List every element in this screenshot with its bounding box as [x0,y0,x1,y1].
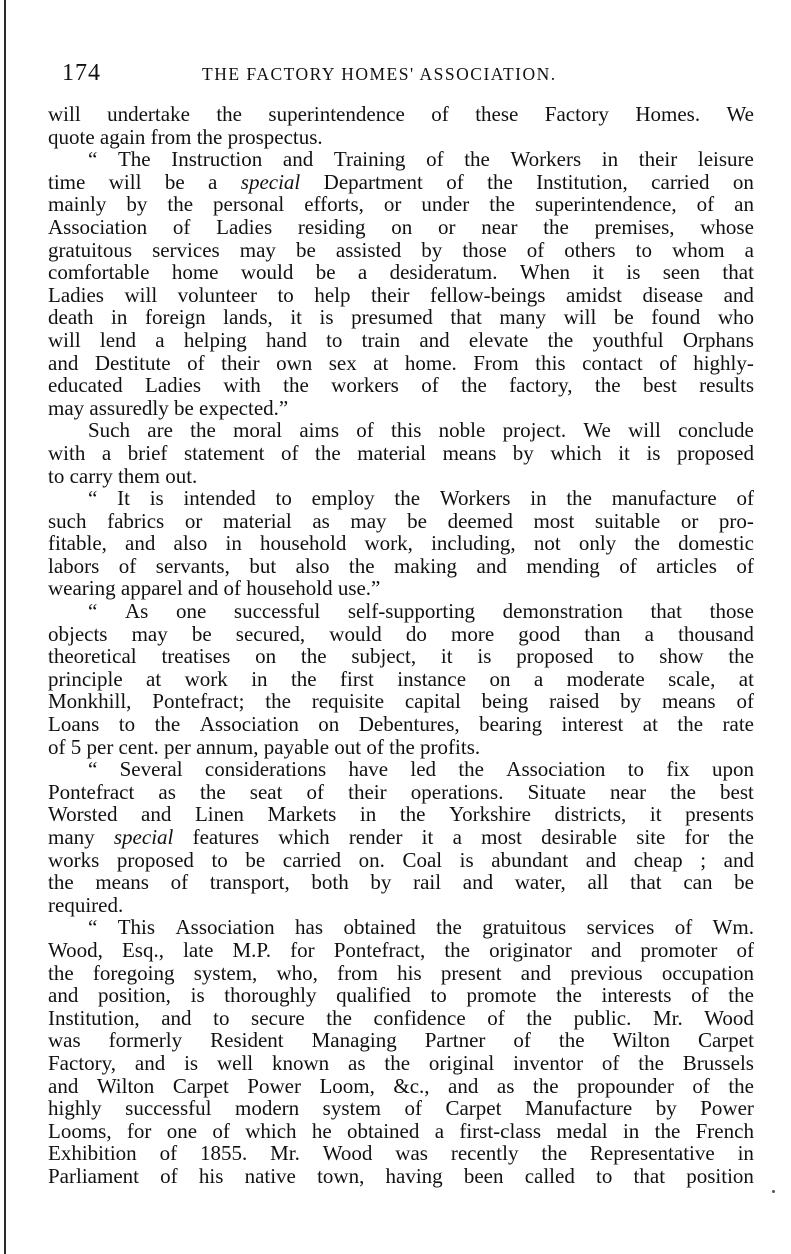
running-head: THE FACTORY HOMES' ASSOCIATION. [202,64,557,84]
text-line: theoretical treatises on the subject, it is proposed to show the [48,644,754,669]
text-line: “ Several considerations have led the Association to fix upon [88,757,754,782]
text-line: comfortable home would be a desideratum. When it is seen that [48,260,754,285]
text-line: “ As one successful self-supporting demonstration that those [88,599,754,624]
text-line: labors of servants, but also the making and mending of articles of [48,553,754,578]
print-speck [772,1190,775,1193]
text-line: Worsted and Linen Markets in the Yorkshire districts, it presents [48,802,754,827]
text-line: Institution, and to secure the confidence of the public. Mr. Wood [48,1005,754,1030]
text-line: with a brief statement of the material means by which it is proposed [48,440,754,465]
text-line: wearing apparel and of household use.” [48,576,381,601]
text-line: Factory, and is well known as the original inventor of the Brussels [48,1050,754,1075]
page-header [62,58,762,88]
text-line: will undertake the superintendence of these Factory Homes. We [48,102,754,126]
text-line: Loans to the Association on Debentures, bearing interest at the rate [48,712,754,737]
text-line: objects may be secured, would do more good than a thousand [48,621,754,646]
text-line: gratuitous services may be assisted by those of others to whom a [48,237,754,262]
text-line: Parliament of his native town, having been called to that position [48,1163,754,1188]
text-line: the foregoing system, who, from his present and previous occupation [48,960,754,985]
text-line: “ This Association has obtained the gratuitous services of Wm. [88,915,754,940]
text-line: will lend a helping hand to train and elevate the youthful Orphans [48,327,754,352]
text-line: quote again from the prospectus. [48,124,323,149]
text-line: of 5 per cent. per annum, payable out of the profits. [48,734,481,759]
text-line: such fabrics or material as may be deemed most suitable or pro- [48,508,754,533]
text-line: Such are the moral aims of this noble project. We will conclude [88,418,754,443]
text-line: and position, is thoroughly qualified to promote the interests of the [48,983,754,1008]
text-line: fitable, and also in household work, including, not only the domestic [48,531,754,556]
text-line: time will be a special Department of the Institution, carried on [48,169,754,194]
text-line: Wood, Esq., late M.P. for Pontefract, the originator and promoter of [48,937,754,962]
text-line: “ The Instruction and Training of the Workers in their leisure [88,147,754,172]
text-line: Ladies will volunteer to help their fellow-beings amidst disease and [48,282,754,307]
page-number: 174 [62,60,101,86]
text-line: to carry them out. [48,463,198,488]
text-line: Monkhill, Pontefract; the requisite capital being raised by means of [48,689,754,714]
text-line: Looms, for one of which he obtained a first-class medal in the French [48,1118,754,1143]
text-line: the means of transport, both by rail and water, all that can be [48,870,754,895]
text-line: educated Ladies with the workers of the factory, the best results [48,373,754,398]
text-line: death in foreign lands, it is presumed that many will be found who [48,305,754,330]
text-line: works proposed to be carried on. Coal is abundant and cheap ; and [48,847,754,872]
text-line: principle at work in the first instance on a moderate scale, at [48,666,754,691]
text-line: highly successful modern system of Carpet Manufacture by Power [48,1096,754,1121]
page-edge-rule [4,0,6,1254]
text-line: many special features which render it a most desirable site for the [48,825,754,849]
text-line: required. [48,892,124,917]
text-line: Association of Ladies residing on or near the premises, whose [48,214,754,239]
text-line: mainly by the personal efforts, or under the superintendence, of an [48,192,754,217]
body-text [48,103,754,1188]
text-line: may assuredly be expected.” [48,395,289,420]
text-line: was formerly Resident Managing Partner of the Wilton Carpet [48,1028,754,1053]
text-line: and Wilton Carpet Power Loom, &c., and as the propounder of the [48,1073,754,1098]
text-line: and Destitute of their own sex at home. From this contact of highly- [48,350,754,375]
text-line: Pontefract as the seat of their operations. Situate near the best [48,779,754,804]
text-line: “ It is intended to employ the Workers in the manufacture of [88,486,754,511]
text-line: Exhibition of 1855. Mr. Wood was recently the Representative in [48,1141,754,1166]
